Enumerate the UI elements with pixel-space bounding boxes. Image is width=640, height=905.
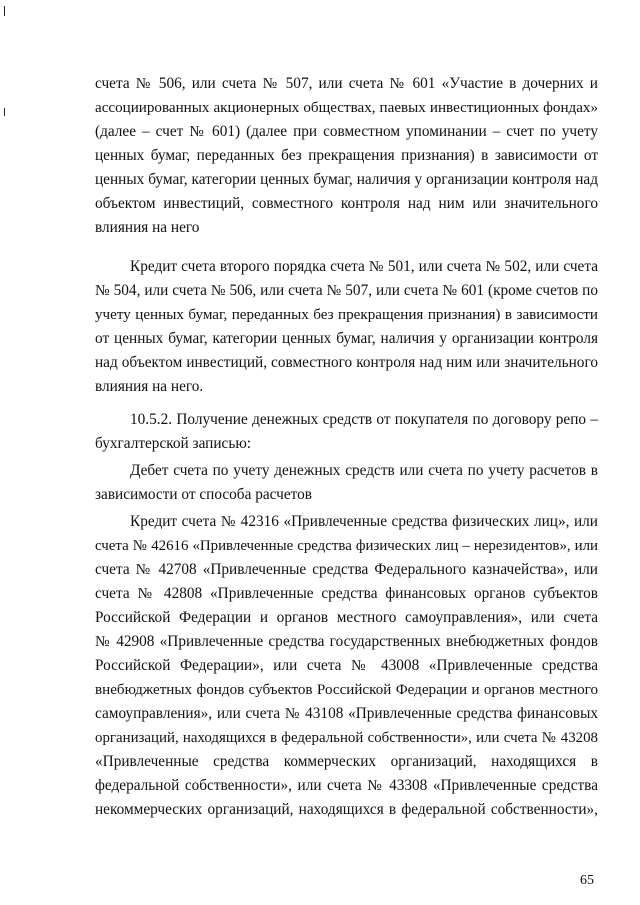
text-line: Кредит счета второго порядка счета № 501, или счета № 502, или счета	[130, 258, 598, 275]
text-line: № 42908 «Привлеченные средства государственных внебюджетных фондов	[95, 633, 598, 650]
text-line: счета № 42616 «Привлеченные средства физических лиц – нерезидентов», или	[95, 538, 598, 554]
text-line: счета № 42708 «Привлеченные средства Федерального казначейства», или	[95, 561, 598, 578]
text-line: зависимости от способа расчетов	[95, 486, 312, 503]
text-line: объектом инвестиций, совместного контроля над ним или значительного	[95, 195, 598, 212]
text-line: над объектом инвестиций, совместного контроля над ним или значительного	[95, 354, 598, 371]
paragraph-1	[95, 72, 598, 240]
text-line: Российской Федерации», или счета № 43008 «Привлеченные средства	[95, 657, 598, 674]
text-line: бухгалтерской записью:	[95, 435, 252, 452]
text-line: счета № 506, или счета № 507, или счета № 601 «Участие в дочерних и	[95, 75, 598, 92]
paragraph-2	[95, 255, 598, 399]
text-line: № 504, или счета № 506, или счета № 507, или счета № 601 (кроме счетов по	[95, 282, 598, 299]
text-line: ассоциированных акционерных обществах, паевых инвестиционных фондах»	[95, 100, 598, 116]
text-line: ценных бумаг, переданных без прекращения признания) в зависимости от	[95, 147, 598, 164]
text-line: организаций, находящихся в федеральной собственности», или счета № 43208	[95, 730, 598, 746]
text-line: самоуправления», или счета № 43108 «Привлеченные средства финансовых	[95, 705, 598, 722]
text-line: федеральной собственности», или счета № 43308 «Привлеченные средства	[95, 777, 598, 794]
page-number: 65	[580, 873, 594, 888]
text-line: (далее – счет № 601) (далее при совместном упоминании – счет по учету	[95, 123, 598, 140]
scan-margin-mark	[4, 6, 5, 16]
scan-margin-mark	[4, 108, 5, 116]
text-line: Кредит счета № 42316 «Привлеченные средства физических лиц», или	[130, 513, 598, 530]
text-line: «Привлеченные средства коммерческих организаций, находящихся в	[95, 753, 598, 770]
text-line: Российской Федерации и органов местного самоуправления», или счета	[95, 609, 598, 626]
text-line: Дебет счета по учету денежных средств или счета по учету расчетов в	[130, 462, 598, 479]
text-line: влияния на него.	[95, 378, 204, 395]
text-line: счета № 42808 «Привлеченные средства финансовых органов субъектов	[95, 585, 598, 602]
text-line: от ценных бумаг, категории ценных бумаг, наличия у организации контроля	[95, 330, 598, 347]
text-line: учету ценных бумаг, переданных без прекращения признания) в зависимости	[95, 307, 598, 323]
text-line: внебюджетных фондов субъектов Российской Федерации и органов местного	[95, 682, 598, 698]
paragraph-4	[95, 459, 598, 507]
text-line: 10.5.2. Получение денежных средств от покупателя по договору репо –	[130, 411, 598, 428]
text-line: некоммерческих организаций, находящихся в федеральной собственности»,	[95, 801, 598, 818]
paragraph-3	[95, 408, 598, 456]
paragraph-5	[95, 510, 598, 822]
text-line: ценных бумаг, категории ценных бумаг, наличия у организации контроля над	[95, 171, 598, 188]
text-line: влияния на него	[95, 219, 200, 236]
